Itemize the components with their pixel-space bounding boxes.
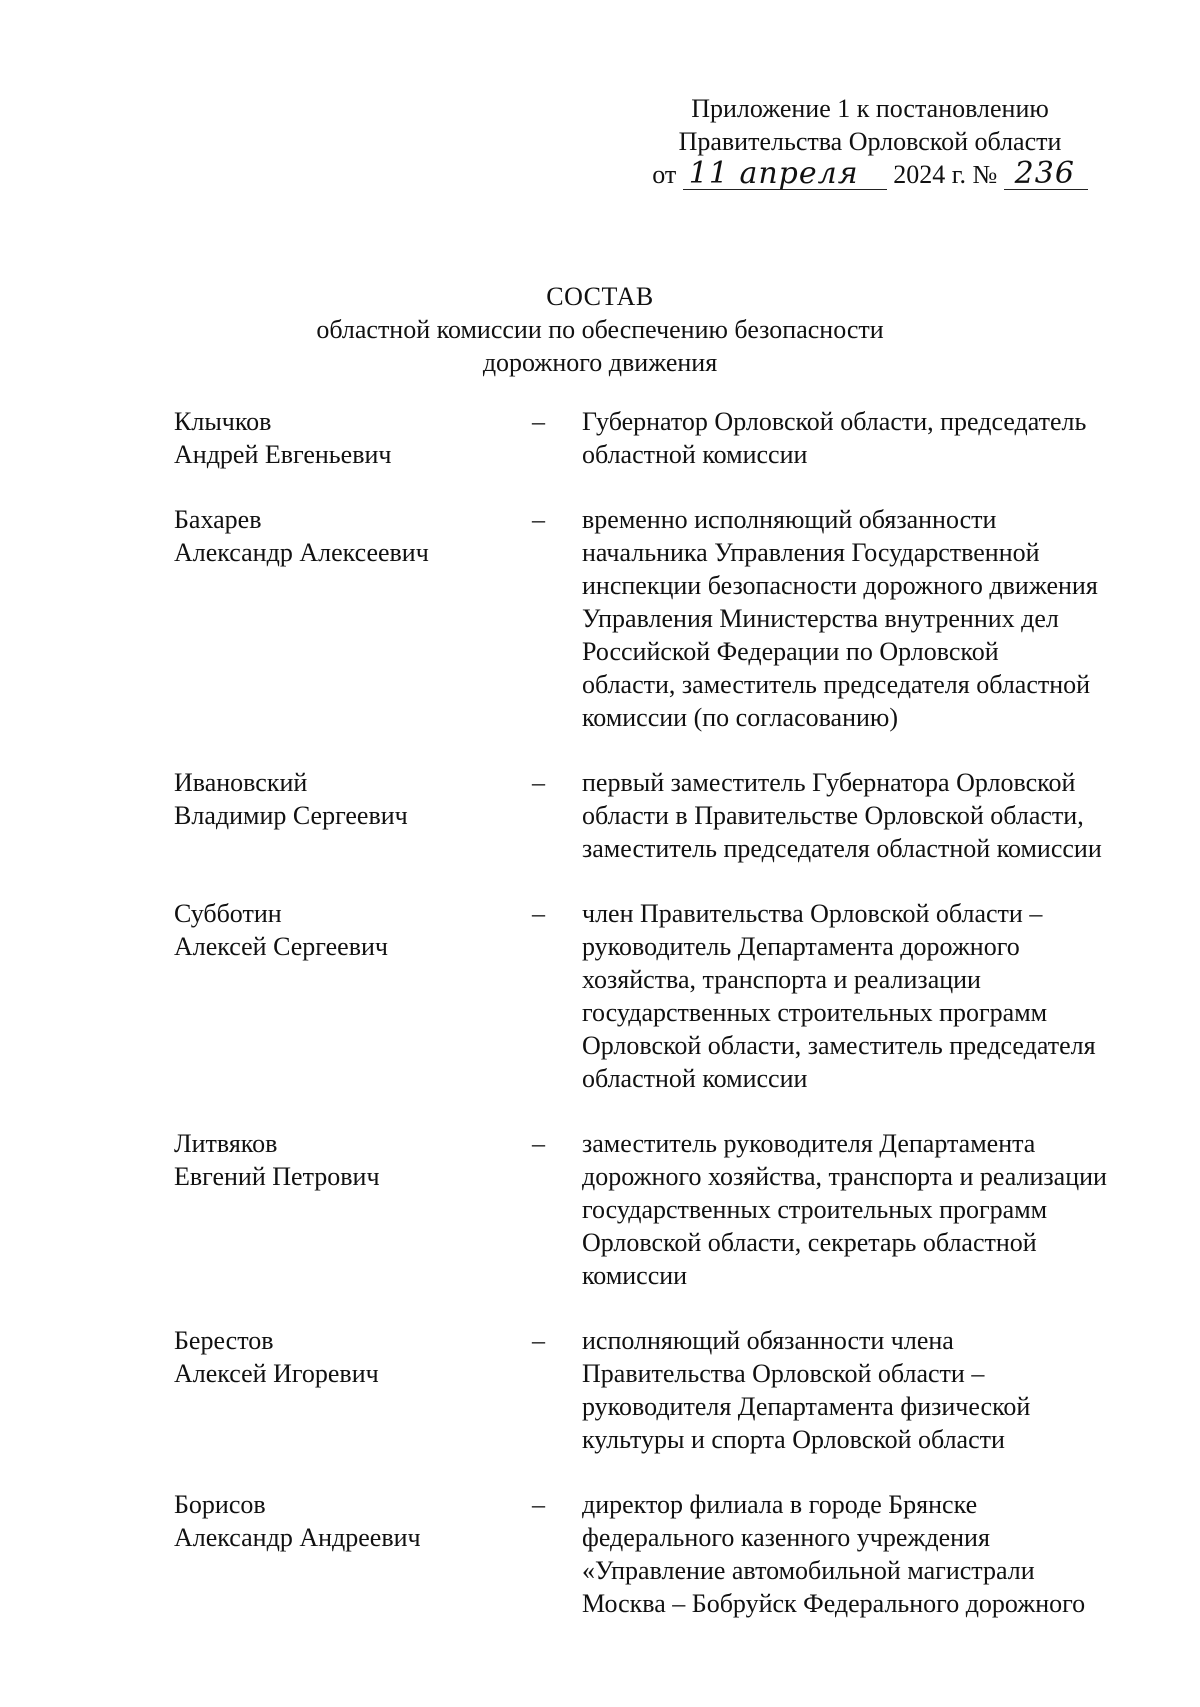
member-dash: – [532,407,545,436]
member-dash: – [532,899,545,928]
member-entry [174,503,1174,734]
appendix-header [620,92,1120,191]
member-role-line: области в Правительстве Орловской области, [582,801,1084,830]
member-role-line: Орловской области, заместитель председателя [582,1031,1096,1060]
member-role-line: первый заместитель Губернатора Орловской [582,768,1076,797]
member-surname: Бахарев [174,505,262,534]
member-role [582,503,1162,734]
date-prefix: от [652,160,677,189]
member-given-names: Алексей Игоревич [174,1359,379,1388]
member-role-line: директор филиала в городе Брянске [582,1490,978,1519]
handwritten-date: 11 апреля [683,159,887,190]
member-role-line: дорожного хозяйства, транспорта и реализации [582,1162,1107,1191]
member-role [582,1324,1162,1456]
member-surname: Клычков [174,407,272,436]
member-role-line: культуры и спорта Орловской области [582,1425,1005,1454]
member-entry [174,1324,1174,1456]
appendix-date-line [620,158,1120,191]
year-number-label: 2024 г. № [893,160,998,189]
member-role-line: области, заместитель председателя областной [582,670,1091,699]
member-dash: – [532,1490,545,1519]
member-role-line: комиссии [582,1261,688,1290]
member-role-line: руководителя Департамента физической [582,1392,1031,1421]
member-entry [174,1127,1174,1292]
member-given-names: Евгений Петрович [174,1162,380,1191]
document-title [0,280,1200,379]
member-name [174,1324,514,1390]
member-entry [174,405,1174,471]
member-role-line: Москва – Бобруйск Федерального дорожного [582,1589,1086,1618]
member-name [174,1488,514,1554]
member-role [582,766,1162,865]
member-role-line: начальника Управления Государственной [582,538,1040,567]
member-role-line: временно исполняющий обязанности [582,505,997,534]
member-given-names: Андрей Евгеньевич [174,440,392,469]
member-role [582,897,1162,1095]
member-name [174,897,514,963]
member-role [582,1488,1162,1620]
member-role-line: комиссии (по согласованию) [582,703,898,732]
member-surname: Берестов [174,1326,274,1355]
member-role-line: Управления Министерства внутренних дел [582,604,1059,633]
member-name [174,503,514,569]
members-list [174,405,1174,1652]
title-line-2: дорожного движения [482,348,718,377]
member-dash: – [532,768,545,797]
member-dash: – [532,505,545,534]
member-role [582,1127,1162,1292]
member-role-line: заместитель председателя областной комиссии [582,834,1102,863]
member-role-line: областной комиссии [582,440,808,469]
member-role-line: член Правительства Орловской области – [582,899,1043,928]
member-role-line: Орловской области, секретарь областной [582,1228,1037,1257]
member-role-line: инспекции безопасности дорожного движения [582,571,1098,600]
handwritten-number: 236 [1004,159,1088,190]
title-line-1: областной комиссии по обеспечению безопасности [316,315,884,344]
member-name [174,1127,514,1193]
title-heading: СОСТАВ [546,282,654,311]
appendix-line-2: Правительства Орловской области [678,127,1062,156]
member-given-names: Александр Алексеевич [174,538,429,567]
member-role-line: государственных строительных программ [582,998,1048,1027]
member-entry [174,766,1174,865]
member-role-line: Губернатор Орловской области, председатель [582,407,1087,436]
member-surname: Субботин [174,899,282,928]
member-given-names: Владимир Сергеевич [174,801,408,830]
member-role-line: хозяйства, транспорта и реализации [582,965,981,994]
member-role-line: «Управление автомобильной магистрали [582,1556,1035,1585]
member-name [174,405,514,471]
member-role-line: областной комиссии [582,1064,808,1093]
appendix-line-1: Приложение 1 к постановлению [691,94,1049,123]
member-role-line: исполняющий обязанности члена [582,1326,954,1355]
member-surname: Борисов [174,1490,266,1519]
member-entry [174,1488,1174,1620]
member-given-names: Александр Андреевич [174,1523,421,1552]
member-role-line: государственных строительных программ [582,1195,1048,1224]
member-role-line: Правительства Орловской области – [582,1359,985,1388]
member-surname: Литвяков [174,1129,278,1158]
member-role-line: руководитель Департамента дорожного [582,932,1020,961]
member-role-line: заместитель руководителя Департамента [582,1129,1036,1158]
member-role-line: федерального казенного учреждения [582,1523,990,1552]
member-surname: Ивановский [174,768,308,797]
member-dash: – [532,1326,545,1355]
member-name [174,766,514,832]
member-role-line: Российской Федерации по Орловской [582,637,999,666]
member-entry [174,897,1174,1095]
member-role [582,405,1162,471]
member-dash: – [532,1129,545,1158]
member-given-names: Алексей Сергеевич [174,932,388,961]
